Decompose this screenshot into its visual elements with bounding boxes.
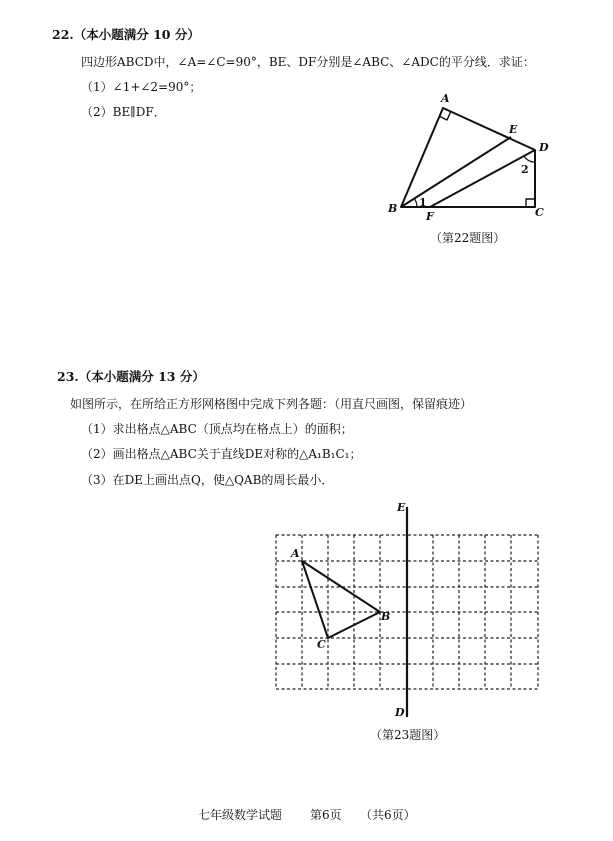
label-b: B bbox=[388, 202, 398, 215]
label-b: B bbox=[381, 610, 391, 623]
q22-part1: （1）∠1+∠2=90°； bbox=[81, 80, 202, 94]
label-a: A bbox=[291, 547, 300, 560]
label-d: D bbox=[539, 141, 549, 154]
triangle-abc bbox=[302, 561, 380, 638]
q22-header: 22.（本小题满分 10 分） bbox=[52, 27, 200, 42]
q23-part2: （2）画出格点△ABC关于直线DE对称的△A₁B₁C₁； bbox=[81, 447, 362, 461]
q23-caption: （第23题图） bbox=[370, 728, 446, 742]
q22-stem: 四边形ABCD中，∠A=∠C=90°，BE、DF分别是∠ABC、∠ADC的平分线．求证： bbox=[81, 55, 535, 69]
label-angle-2: 2 bbox=[521, 163, 529, 176]
q22-caption: （第22题图） bbox=[430, 231, 506, 245]
q23-part3: （3）在DE上画出点Q，使△QAB的周长最小． bbox=[81, 473, 334, 487]
label-e: E bbox=[509, 123, 518, 136]
label-e: E bbox=[397, 501, 406, 514]
label-c: C bbox=[317, 638, 326, 651]
q22-part2: （2）BE∥DF． bbox=[81, 105, 166, 119]
label-d: D bbox=[395, 706, 405, 719]
footer-page: 第6页 bbox=[310, 808, 342, 822]
label-a: A bbox=[441, 92, 450, 105]
label-f: F bbox=[426, 210, 434, 223]
q23-part1: （1）求出格点△ABC（顶点均在格点上）的面积； bbox=[81, 422, 353, 436]
label-angle-1: 1 bbox=[419, 196, 427, 209]
q23-header: 23.（本小题满分 13 分） bbox=[57, 369, 205, 384]
label-c: C bbox=[535, 206, 544, 219]
q23-stem: 如图所示，在所给正方形网格图中完成下列各题：（用直尺画图，保留痕迹） bbox=[70, 397, 473, 411]
footer-title: 七年级数学试题 bbox=[198, 808, 283, 822]
footer-total: （共6页） bbox=[360, 808, 416, 822]
